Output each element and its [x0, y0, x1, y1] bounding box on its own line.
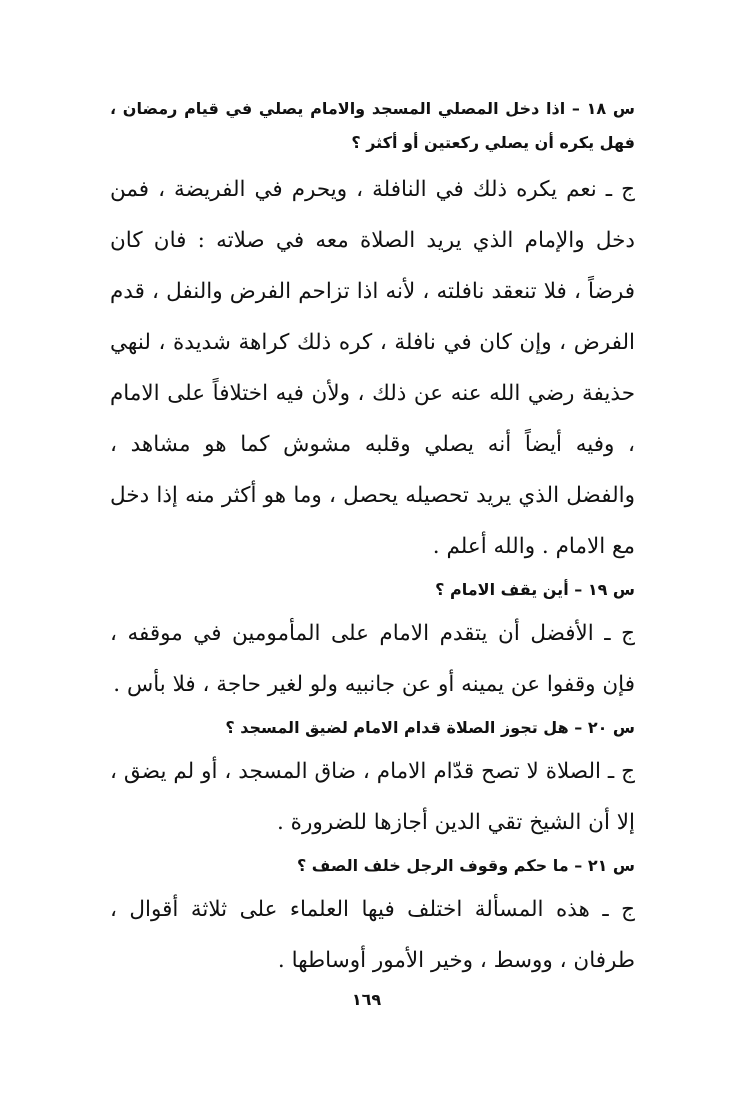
- answer-19: ج ـ الأفضل أن يتقدم الامام على المأمومين في موقفه ، فإن وقفوا عن يمينه أو عن جانبيه ولو لغير حاجة ، فلا بأس .: [110, 621, 635, 697]
- question-18: س ١٨ – اذا دخل المصلي المسجد والامام يصلي في قيام رمضان ، فهل يكره أن يصلي ركعتين أو أكثر ؟: [110, 99, 635, 152]
- question-21: س ٢١ – ما حكم وقوف الرجل خلف الصف ؟: [296, 856, 635, 875]
- question-19: س ١٩ – أين يقف الامام ؟: [435, 580, 635, 599]
- answer-18: ج ـ نعم يكره ذلك في النافلة ، ويحرم في الفريضة ، فمن دخل والإمام الذي يريد الصلاة معه في صلاته : فان كان فرضاً ، فلا تنعقد نافلته ، لأنه اذا تزاحم الفرض والنفل ، قدم الفرض ، وإن كان في نافلة ، كره ذلك كراهة شديدة ، لنهي حذيفة رضي الله عنه عن ذلك ، ولأن فيه اختلافاً على الامام ، وفيه أيضاً أنه يصلي وقلبه مشوش كما هو مشاهد ، والفضل الذي يريد تحصيله يحصل ، وما هو أكثر منه إذا دخل مع الامام . والله أعلم .: [110, 177, 635, 559]
- question-20: س ٢٠ – هل تجوز الصلاة قدام الامام لضيق المسجد ؟: [225, 718, 635, 737]
- answer-21: ج ـ هذه المسألة اختلف فيها العلماء على ثلاثة أقوال ، طرفان ، ووسط ، وخير الأمور أوساطها .: [110, 897, 635, 973]
- page-content: [110, 92, 635, 986]
- answer-20: ج ـ الصلاة لا تصح قدّام الامام ، ضاق المسجد ، أو لم يضق ، إلا أن الشيخ تقي الدين أجازها للضرورة .: [110, 759, 635, 835]
- page-number: ١٦٩: [351, 990, 382, 1009]
